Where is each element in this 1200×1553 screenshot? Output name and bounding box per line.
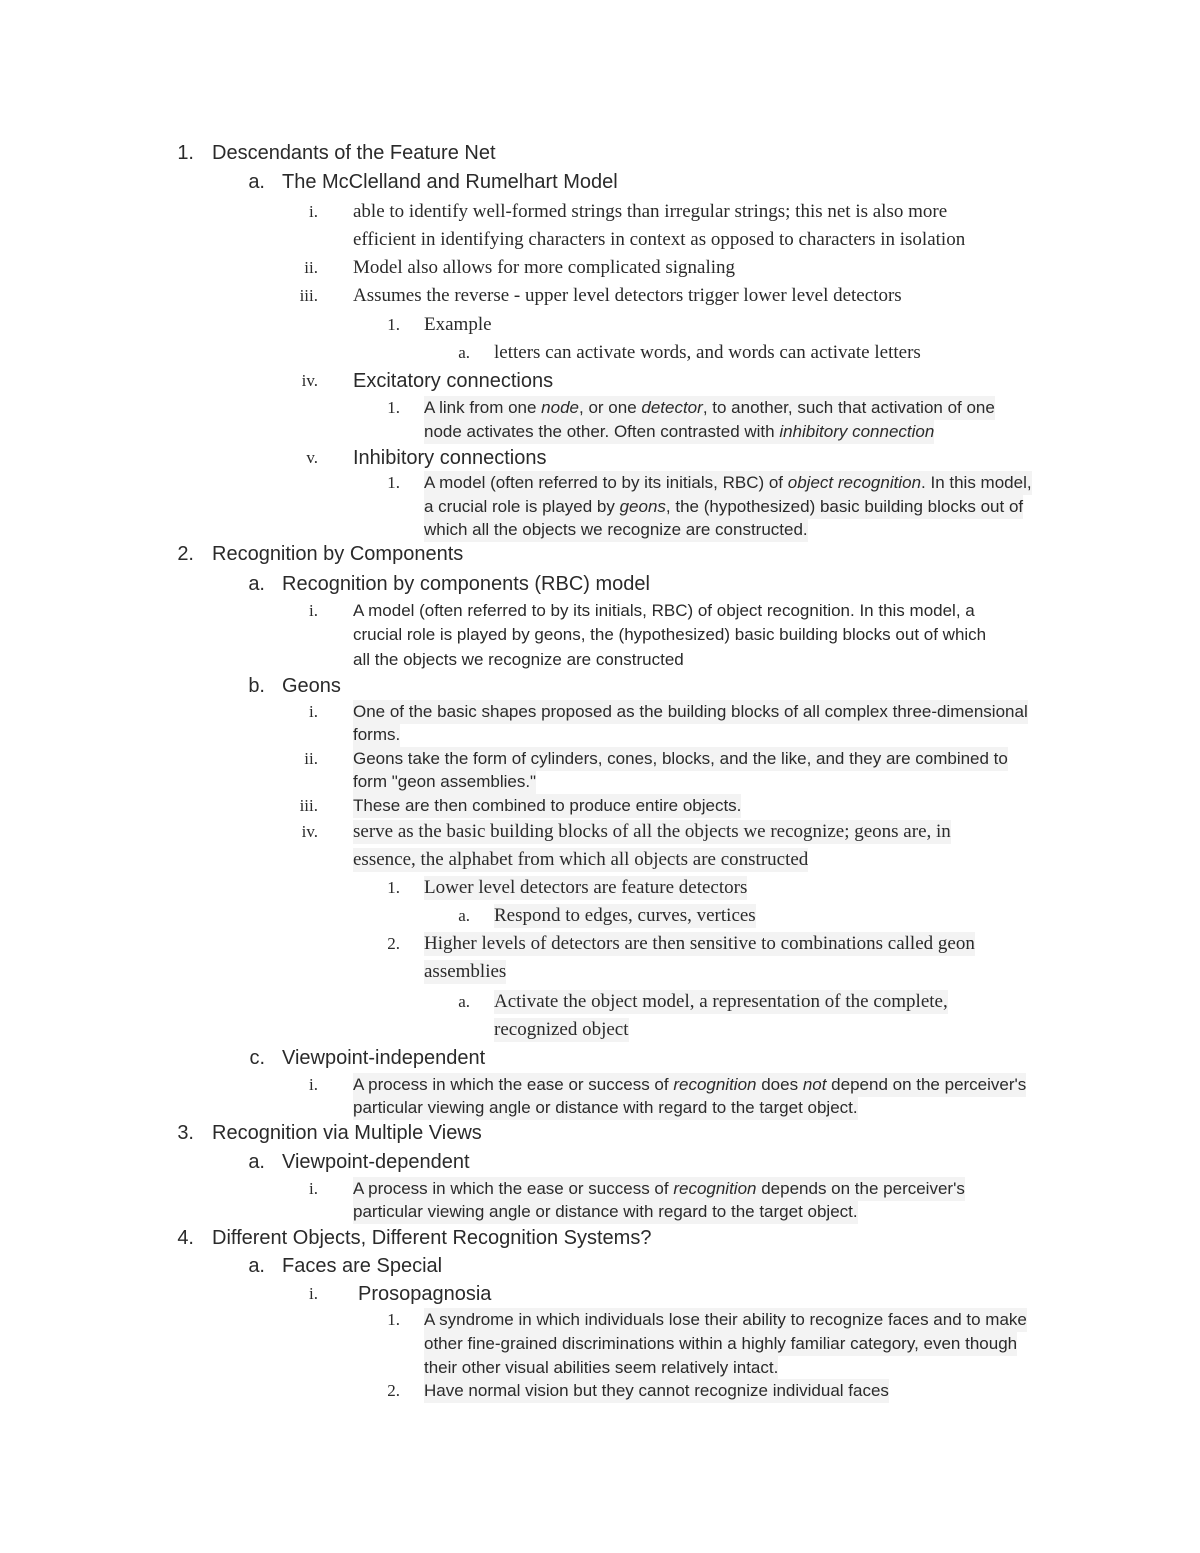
- item-4a-i-text: Prosopagnosia: [358, 1283, 492, 1305]
- section-2b-heading: Geons: [282, 675, 341, 697]
- item-1a-iii-marker: iii.: [299, 286, 318, 305]
- item-1a-iv-marker: iv.: [301, 371, 318, 390]
- item-2b-iv-2-marker: 2.: [387, 934, 400, 953]
- item-4a-i-2-text: Have normal vision but they cannot recognize individual faces: [424, 1379, 889, 1403]
- section-4-marker: 4.: [177, 1227, 194, 1249]
- section-2a-heading: Recognition by components (RBC) model: [282, 573, 650, 595]
- section-4a-heading: Faces are Special: [282, 1255, 443, 1277]
- item-2c-i-line-2: particular viewing angle or distance with regard to the target object.: [353, 1096, 858, 1120]
- item-1a-iv-text: Excitatory connections: [353, 370, 554, 392]
- section-4a-marker: a.: [248, 1255, 265, 1277]
- item-2a-i-line-2: crucial role is played by geons, the (hypothesized) basic building blocks out of which: [353, 625, 987, 644]
- item-1a-iii-1-text: Example: [424, 314, 492, 335]
- item-2b-iv-1-text: Lower level detectors are feature detectors: [424, 877, 748, 898]
- item-2b-iv-2-line-2: assemblies: [424, 961, 507, 982]
- item-1a-iii-text: Assumes the reverse - upper level detectors trigger lower level detectors: [353, 285, 902, 306]
- item-1a-v-1-line-2: a crucial role is played by geons, the (hypothesized) basic building blocks out of: [424, 495, 1023, 519]
- item-2b-iv-2-line-1: Higher levels of detectors are then sensitive to combinations called geon: [424, 933, 975, 954]
- item-1a-v-1-line-3: which all the objects we recognize are constructed.: [424, 518, 808, 542]
- section-4-heading: Different Objects, Different Recognition Systems?: [212, 1227, 652, 1249]
- item-1a-iii-1-marker: 1.: [387, 315, 400, 334]
- item-4a-i-1-line-3: their other visual abilities seem relatively intact.: [424, 1356, 778, 1380]
- item-2c-i-marker: i.: [309, 1075, 318, 1094]
- item-3a-i-marker: i.: [309, 1179, 318, 1198]
- item-4a-i-marker: i.: [309, 1284, 318, 1303]
- item-2b-iii-marker: iii.: [299, 796, 318, 815]
- item-2b-i-line-2: forms.: [353, 723, 400, 747]
- item-2b-iv-1a-text: Respond to edges, curves, vertices: [494, 905, 756, 926]
- item-1a-iv-1-line-2: node activates the other. Often contrasted with inhibitory connection: [424, 420, 934, 444]
- section-3a-marker: a.: [248, 1151, 265, 1173]
- section-2-heading: Recognition by Components: [212, 543, 464, 565]
- item-2b-iv-line-2: essence, the alphabet from which all objects are constructed: [353, 849, 809, 870]
- item-2b-ii-line-1: Geons take the form of cylinders, cones, blocks, and the like, and they are combined to: [353, 747, 1008, 771]
- item-4a-i-1-line-2: other fine-grained discriminations within a highly familiar category, even though: [424, 1332, 1017, 1356]
- item-4a-i-2-marker: 2.: [387, 1381, 400, 1400]
- section-3a-heading: Viewpoint-dependent: [282, 1151, 470, 1173]
- item-2b-iv-2a-marker: a.: [458, 992, 470, 1011]
- section-2-marker: 2.: [177, 543, 194, 565]
- item-1a-v-1-marker: 1.: [387, 473, 400, 492]
- item-3a-i-line-2: particular viewing angle or distance with regard to the target object.: [353, 1200, 858, 1224]
- item-1a-i-line-2: efficient in identifying characters in context as opposed to characters in isolation: [353, 229, 966, 250]
- item-1a-iv-1-line-1: A link from one node, or one detector, to another, such that activation of one: [424, 396, 995, 420]
- section-1-heading: Descendants of the Feature Net: [212, 142, 496, 164]
- item-1a-ii-marker: ii.: [304, 258, 318, 277]
- item-2b-iv-2a-line-1: Activate the object model, a representation of the complete,: [494, 991, 948, 1012]
- item-4a-i-1-line-1: A syndrome in which individuals lose their ability to recognize faces and to make: [424, 1308, 1027, 1332]
- item-1a-v-text: Inhibitory connections: [353, 447, 547, 469]
- item-2a-i-marker: i.: [309, 601, 318, 620]
- section-1a-heading: The McClelland and Rumelhart Model: [282, 171, 618, 193]
- section-2b-marker: b.: [248, 675, 265, 697]
- item-2b-iv-1-marker: 1.: [387, 878, 400, 897]
- item-1a-iii-1a-text: letters can activate words, and words can activate letters: [494, 342, 921, 363]
- item-1a-ii-text: Model also allows for more complicated signaling: [353, 257, 736, 278]
- section-1a-marker: a.: [248, 171, 265, 193]
- section-2c-heading: Viewpoint-independent: [282, 1047, 486, 1069]
- item-2a-i-line-3: all the objects we recognize are constructed: [353, 650, 684, 669]
- item-2b-ii-marker: ii.: [304, 749, 318, 768]
- item-2b-ii-line-2: form "geon assemblies.": [353, 770, 536, 794]
- item-3a-i-line-1: A process in which the ease or success of recognition depends on the perceiver's: [353, 1177, 965, 1201]
- item-1a-iv-1-marker: 1.: [387, 398, 400, 417]
- section-1-marker: 1.: [177, 142, 194, 164]
- item-2b-iv-2a-line-2: recognized object: [494, 1019, 629, 1040]
- item-2c-i-line-1: A process in which the ease or success of recognition does not depend on the perceiver's: [353, 1073, 1026, 1097]
- item-2b-i-marker: i.: [309, 702, 318, 721]
- item-2b-iv-line-1: serve as the basic building blocks of all the objects we recognize; geons are, in: [353, 821, 951, 842]
- item-1a-i-line-1: able to identify well-formed strings than irregular strings; this net is also more: [353, 201, 948, 222]
- item-2a-i-line-1: A model (often referred to by its initials, RBC) of object recognition. In this model, a: [353, 601, 975, 620]
- item-2b-iv-marker: iv.: [301, 822, 318, 841]
- item-1a-iii-1a-marker: a.: [458, 343, 470, 362]
- item-1a-v-marker: v.: [306, 448, 318, 467]
- item-4a-i-1-marker: 1.: [387, 1310, 400, 1329]
- section-3-marker: 3.: [177, 1122, 194, 1144]
- section-3-heading: Recognition via Multiple Views: [212, 1122, 482, 1144]
- item-2b-iv-1a-marker: a.: [458, 906, 470, 925]
- item-1a-i-marker: i.: [309, 202, 318, 221]
- item-1a-v-1-line-1: A model (often referred to by its initials, RBC) of object recognition. In this model,: [424, 471, 1032, 495]
- section-2c-marker: c.: [249, 1047, 265, 1069]
- item-2b-i-line-1: One of the basic shapes proposed as the building blocks of all complex three-dimensional: [353, 700, 1028, 724]
- item-2b-iii-text: These are then combined to produce entire objects.: [353, 794, 741, 818]
- section-2a-marker: a.: [248, 573, 265, 595]
